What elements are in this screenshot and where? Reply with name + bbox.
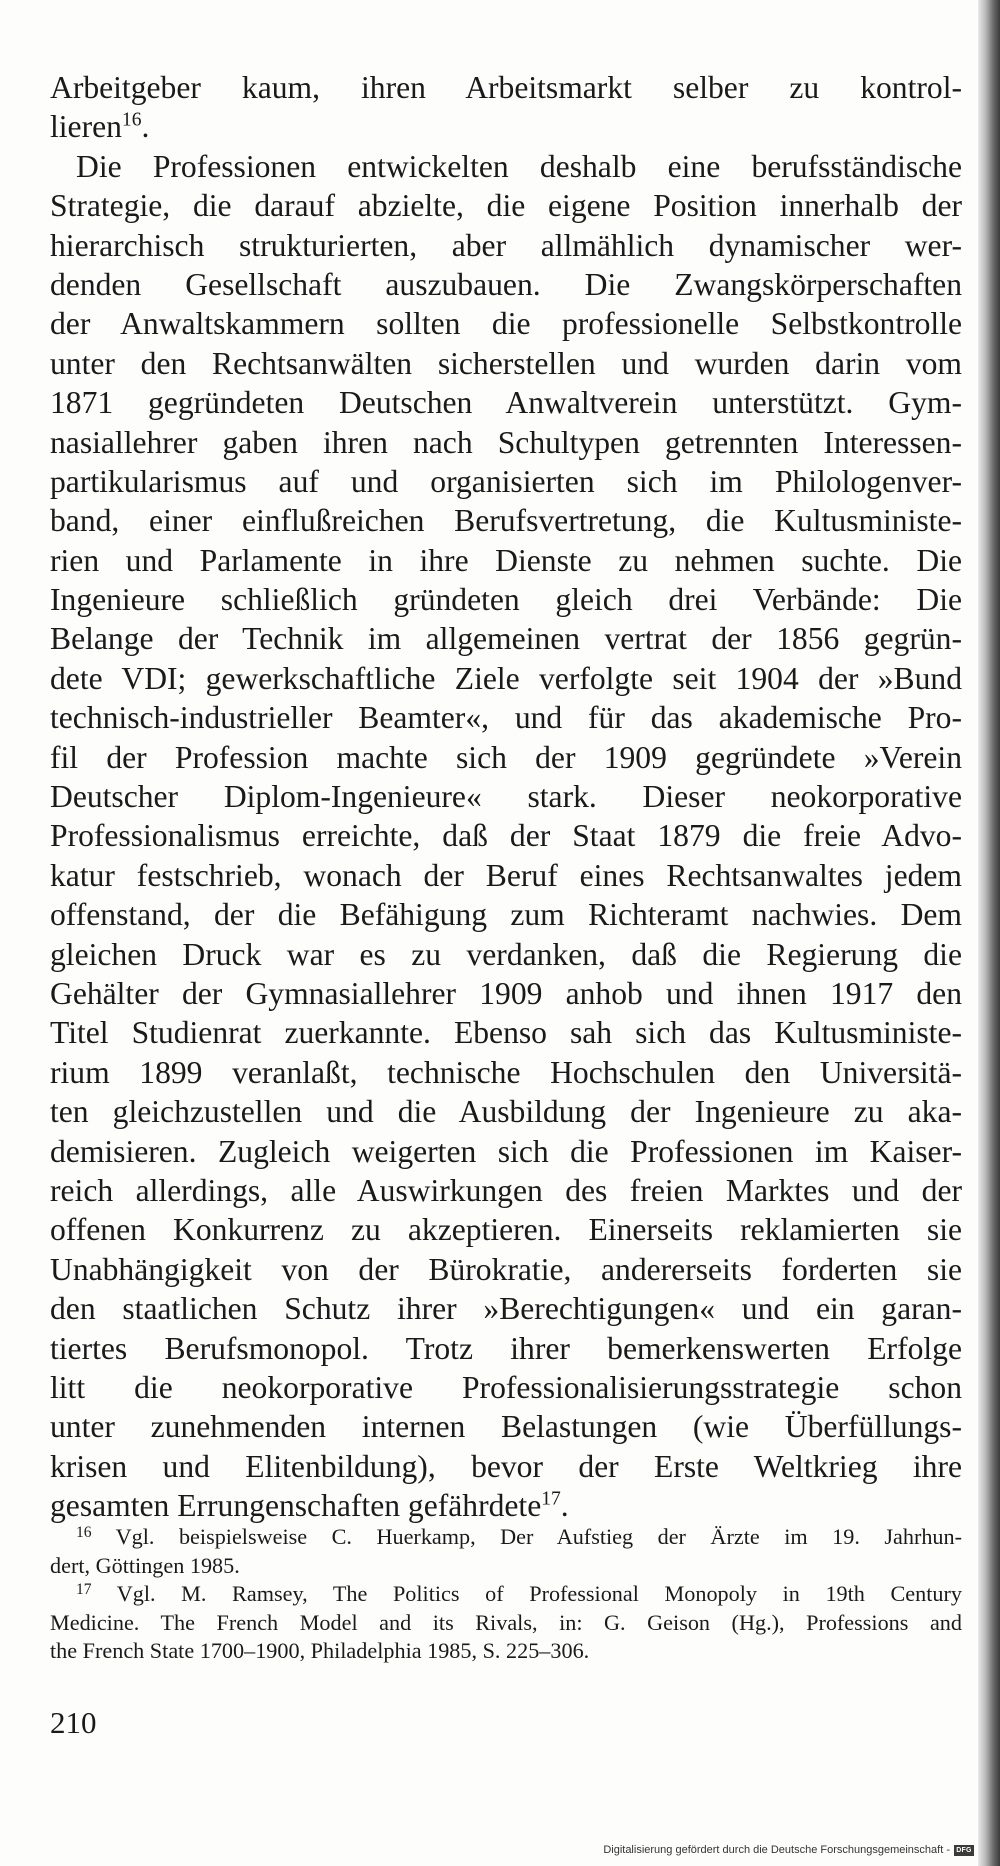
- body-text: reich allerdings, alle Auswirkungen des freien Marktes und der: [50, 1172, 962, 1208]
- body-text: Unabhängigkeit von der Bürokratie, andererseits forderten sie: [50, 1251, 962, 1287]
- footnotes: [50, 1523, 962, 1666]
- body-line: [50, 1092, 962, 1131]
- body-line: [50, 147, 962, 186]
- page-number: 210: [50, 1705, 97, 1740]
- body-line: [50, 1486, 962, 1525]
- body-text: dete VDI; gewerkschaftliche Ziele verfolgte seit 1904 der »Bund: [50, 660, 962, 696]
- body-text: hierarchisch strukturierten, aber allmählich dynamischer wer-: [50, 227, 962, 263]
- body-text: lieren: [50, 109, 122, 145]
- body-text: ten gleichzustellen und die Ausbildung der Ingenieure zu aka-: [50, 1094, 962, 1130]
- body-text: rien und Parlamente in ihre Dienste zu nehmen suchte. Die: [50, 542, 962, 578]
- footnote-line: [50, 1552, 962, 1581]
- body-text: band, einer einflußreichen Berufsvertretung, die Kultusministe-: [50, 503, 962, 539]
- body-line: [50, 344, 962, 383]
- body-line: [50, 541, 962, 580]
- body-text: partikularismus auf und organisierten sich im Philologenver-: [50, 463, 962, 499]
- footnote-text: Vgl. beispielsweise C. Huerkamp, Der Aufstieg der Ärzte im 19. Jahrhun-: [91, 1524, 962, 1549]
- footnote-text: Vgl. M. Ramsey, The Politics of Professional Monopoly in 19th Century: [91, 1581, 962, 1607]
- body-text: der Anwaltskammern sollten die professionelle Selbstkontrolle: [50, 306, 962, 342]
- body-text: .: [560, 1488, 569, 1524]
- body-text: unter den Rechtsanwälten sicherstellen und wurden darin vom: [50, 345, 962, 381]
- body-text: rium 1899 veranlaßt, technische Hochschulen den Universitä-: [50, 1054, 962, 1090]
- body-line: [50, 895, 962, 934]
- body-line: [50, 1013, 962, 1052]
- footnote-line: [50, 1580, 962, 1609]
- body-line: [50, 383, 962, 422]
- body-line: [50, 462, 962, 501]
- body-line: [50, 974, 962, 1013]
- footnote-text: the French State 1700–1900, Philadelphia 1985, S. 225–306.: [50, 1638, 590, 1664]
- body-line: [50, 304, 962, 343]
- body-text: krisen und Elitenbildung), bevor der Erste Weltkrieg ihre: [50, 1448, 962, 1484]
- body-text: unter zunehmenden internen Belastungen (wie Überfüllungs-: [50, 1409, 962, 1445]
- body-text: demisieren. Zugleich weigerten sich die Professionen im Kaiser-: [50, 1133, 962, 1169]
- body-line: [50, 423, 962, 462]
- body-text: Titel Studienrat zuerkannte. Ebenso sah sich das Kultusministe-: [50, 1015, 962, 1051]
- body-line: [50, 1132, 962, 1171]
- body-text: litt die neokorporative Professionalisierungsstrategie schon: [50, 1369, 962, 1405]
- body-line: [50, 856, 962, 895]
- body-text: Die Professionen entwickelten deshalb eine berufsständische: [76, 148, 962, 184]
- body-line: [50, 68, 962, 107]
- body-text: fil der Profession machte sich der 1909 gegründete »Verein: [50, 739, 962, 775]
- page-binding-edge: [978, 0, 1000, 1866]
- body-text: [50, 68, 962, 1525]
- digitization-note-text: Digitalisierung gefördert durch die Deutsche Forschungsgemeinschaft -: [603, 1844, 950, 1856]
- body-line: [50, 1171, 962, 1210]
- body-text: Deutscher Diplom-Ingenieure« stark. Dieser neokorporative: [50, 779, 962, 815]
- footnote-marker: 16: [121, 109, 142, 131]
- body-text: gleichen Druck war es zu verdanken, daß die Regierung die: [50, 936, 962, 972]
- body-text: nasiallehrer gaben ihren nach Schultypen getrennten Interessen-: [50, 424, 962, 460]
- body-text: tiertes Berufsmonopol. Trotz ihrer bemerkenswerten Erfolge: [50, 1330, 962, 1366]
- body-line: [50, 186, 962, 225]
- body-line: [50, 1053, 962, 1092]
- body-line: [50, 501, 962, 540]
- body-text: offenstand, der die Befähigung zum Richteramt nachwies. Dem: [50, 897, 962, 933]
- body-line: [50, 659, 962, 698]
- body-text: Arbeitgeber kaum, ihren Arbeitsmarkt selber zu kontrol-: [50, 70, 962, 105]
- body-text: Professionalismus erreichte, daß der Staat 1879 die freie Advo-: [50, 818, 962, 854]
- digitization-note: [603, 1843, 974, 1857]
- body-line: [50, 107, 962, 146]
- body-line: [50, 1289, 962, 1328]
- body-text: offenen Konkurrenz zu akzeptieren. Einerseits reklamierten sie: [50, 1212, 962, 1248]
- body-text: 1871 gegründeten Deutschen Anwaltverein unterstützt. Gym-: [50, 385, 962, 421]
- body-line: [50, 777, 962, 816]
- body-line: [50, 619, 962, 658]
- body-line: [50, 935, 962, 974]
- body-text: den staatlichen Schutz ihrer »Berechtigungen« und ein garan-: [50, 1291, 962, 1327]
- body-line: [50, 1447, 962, 1486]
- body-line: [50, 1407, 962, 1446]
- footnote-text: dert, Göttingen 1985.: [50, 1552, 240, 1578]
- body-text: .: [141, 109, 150, 145]
- body-line: [50, 580, 962, 619]
- footnote-text: Medicine. The French Model and its Rivals, in: G. Geison (Hg.), Professions and: [50, 1609, 962, 1635]
- body-text: Ingenieure schließlich gründeten gleich drei Verbände: Die: [50, 582, 962, 618]
- body-text: gesamten Errungenschaften gefährdete: [50, 1488, 542, 1524]
- body-line: [50, 698, 962, 737]
- body-line: [50, 1250, 962, 1289]
- footnote-line: [50, 1609, 962, 1638]
- body-line: [50, 1368, 962, 1407]
- body-text: Belange der Technik im allgemeinen vertrat der 1856 gegrün-: [50, 621, 962, 657]
- footnote-line: [50, 1637, 962, 1666]
- body-text: katur festschrieb, wonach der Beruf eines Rechtsanwaltes jedem: [50, 857, 962, 893]
- body-line: [50, 265, 962, 304]
- footnote-marker: 17: [541, 1488, 561, 1510]
- body-text: denden Gesellschaft auszubauen. Die Zwangskörperschaften: [50, 266, 962, 302]
- body-line: [50, 226, 962, 265]
- body-line: [50, 1210, 962, 1249]
- body-line: [50, 1329, 962, 1368]
- footnote-marker: 17: [76, 1581, 92, 1599]
- footnote-line: [50, 1523, 962, 1552]
- dfg-logo-icon: DFG: [954, 1845, 974, 1856]
- body-line: [50, 738, 962, 777]
- body-text: Strategie, die darauf abzielte, die eigene Position innerhalb der: [50, 188, 962, 224]
- body-line: [50, 816, 962, 855]
- body-text: Gehälter der Gymnasiallehrer 1909 anhob und ihnen 1917 den: [50, 975, 962, 1011]
- footnote-marker: 16: [76, 1524, 92, 1542]
- body-text: technisch-industrieller Beamter«, und für das akademische Pro-: [50, 700, 962, 736]
